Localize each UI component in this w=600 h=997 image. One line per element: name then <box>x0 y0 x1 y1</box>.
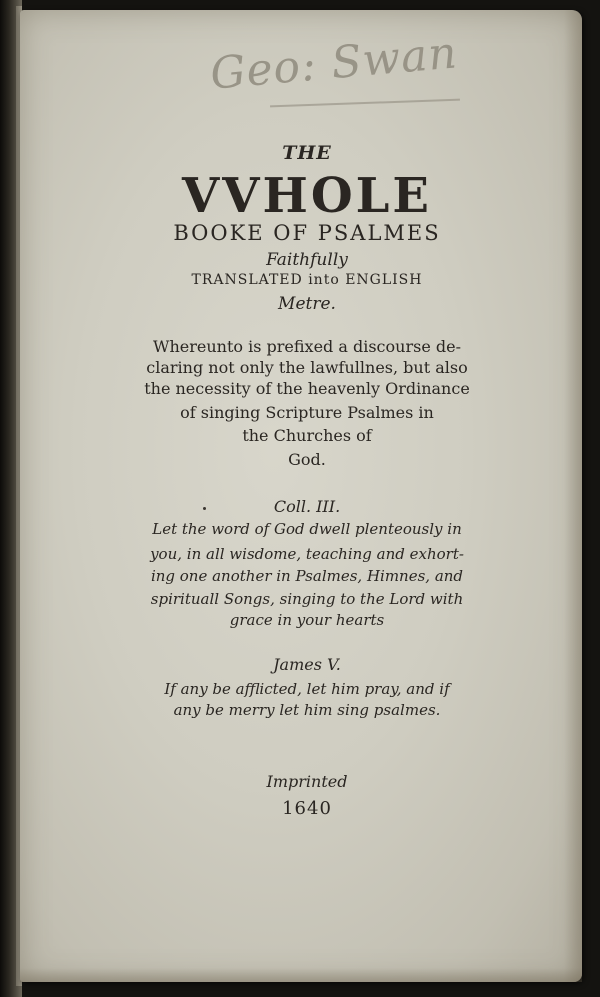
signature-flourish <box>270 99 460 108</box>
imprint-label: Imprinted <box>266 772 348 791</box>
colossians-line: you, in all wisdome, teaching and exhort- <box>150 545 464 563</box>
colossians-line: Let the word of God dwell plenteously in <box>152 520 462 538</box>
discourse-line: God. <box>288 450 326 469</box>
title-translated: TRANSLATED into ENGLISH <box>191 272 423 288</box>
colossians-line: ing one another in Psalmes, Himnes, and <box>150 567 464 585</box>
title-whole: VVHOLE <box>182 168 432 224</box>
discourse-line: of singing Scripture Psalmes in <box>180 403 434 422</box>
discourse-line: claring not only the lawfullnes, but also <box>146 358 468 377</box>
title-faithfully: Faithfully <box>266 250 348 270</box>
title-the: THE <box>282 142 332 164</box>
james-line: If any be afflicted, let him pray, and if <box>164 680 450 698</box>
discourse-line: the Churches of <box>242 426 372 445</box>
title-metre: Metre. <box>278 294 336 314</box>
title-booke-of-psalmes: BOOKE OF PSALMES <box>173 221 441 245</box>
discourse-line: Whereunto is prefixed a discourse de- <box>153 337 461 356</box>
james-line: any be merry let him sing psalmes. <box>173 701 441 719</box>
colossians-line: grace in your hearts <box>229 611 385 629</box>
imprint-year: 1640 <box>282 798 332 819</box>
owner-signature: Geo: Swan <box>208 27 460 100</box>
page-bottom-shadow <box>20 968 582 982</box>
james-reference: James V. <box>273 655 341 674</box>
discourse-line: the necessity of the heavenly Ordinance <box>144 379 470 398</box>
colossians-line: spirituall Songs, singing to the Lord with <box>150 590 464 608</box>
title-page <box>20 10 582 982</box>
colossians-reference: Coll. III. <box>273 497 341 516</box>
